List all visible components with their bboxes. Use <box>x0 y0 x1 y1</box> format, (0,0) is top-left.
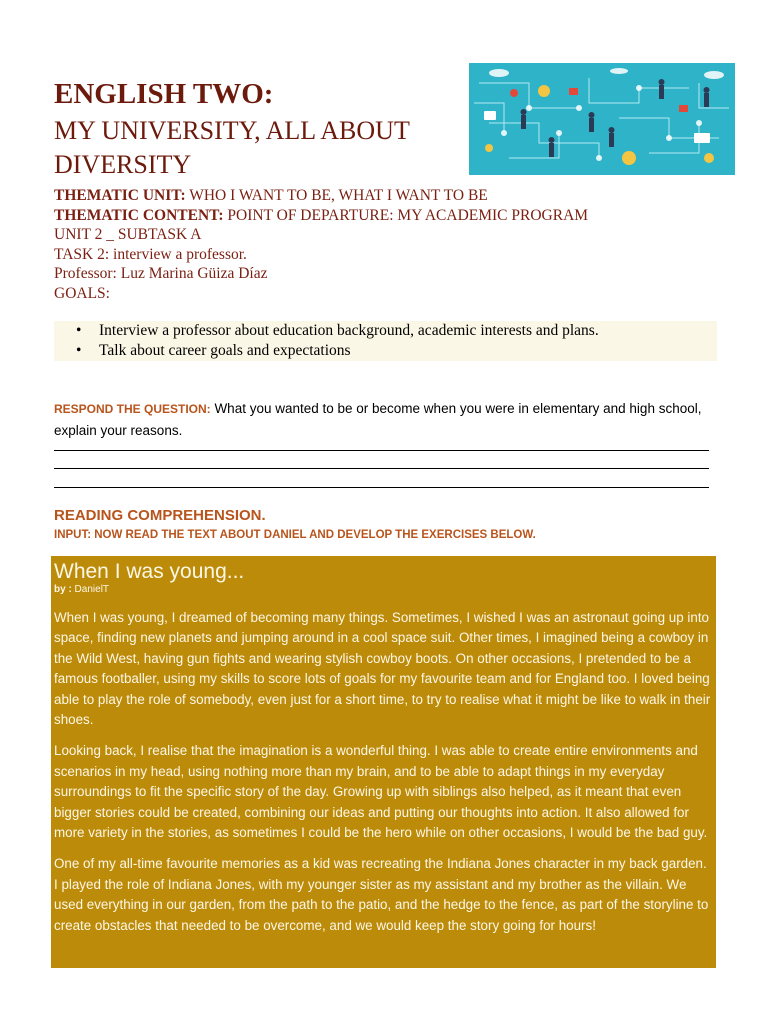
thematic-content-label: THEMATIC CONTENT: <box>54 206 224 224</box>
answer-line[interactable] <box>54 450 709 451</box>
respond-text: What you wanted to be or become when you were in elementary and high school, explain your reasons. <box>54 401 702 438</box>
story-paragraph: When I was young, I dreamed of becoming many things. Sometimes, I wished I was an astronaut going up into space, finding new planets and jumping around in a cool space suit. Other times, I imagined being a cowboy in the Wild West, having gun fights and wearing stylish cowboy boots. On other occasions, I pretended to be a famous footballer, using my skills to score lots of goals for my favourite team and for England too. I loved being able to play the role of somebody, even just for a short time, to try to realise what it might be like to walk in their shoes. <box>54 610 711 728</box>
reading-instruction: INPUT: NOW READ THE TEXT ABOUT DANIEL AND DEVELOP THE EXERCISES BELOW. <box>54 529 536 541</box>
goals-list <box>54 321 717 361</box>
goal-item: • Talk about career goals and expectations <box>54 341 717 361</box>
story-title: When I was young... <box>54 560 245 583</box>
answer-line[interactable] <box>54 468 709 469</box>
document-title: ENGLISH TWO: <box>54 78 274 110</box>
reading-heading: READING COMPREHENSION. <box>54 507 266 524</box>
goal-item: • Interview a professor about education background, academic interests and plans. <box>54 321 717 341</box>
people-network-icon <box>469 63 735 175</box>
task-line: TASK 2: interview a professor. <box>54 245 247 263</box>
answer-line[interactable] <box>54 487 709 488</box>
thematic-unit <box>54 186 588 206</box>
thematic-unit-label: THEMATIC UNIT: <box>54 187 186 204</box>
story-paragraph: Looking back, I realise that the imagination is a wonderful thing. I was able to create entire environments and scenarios in my head, using nothing more than my brain, and to be able to adapt things in my everyday surroundings to fit the specific story of the day. Growing up with siblings also helped, as it meant that even bigger stories could be created, combining our ideas and putting our thoughts into action. It also allowed for more variety in the stories, as sometimes I could be the hero while on other occasions, I would be the bad guy. <box>54 743 708 841</box>
thematic-content <box>54 206 588 226</box>
professor-line: Professor: Luz Marina Güiza Díaz <box>54 265 268 282</box>
unit-line: UNIT 2 _ SUBTASK A <box>54 226 202 243</box>
network-illustration <box>469 63 735 175</box>
thematic-unit-value: WHO I WANT TO BE, WHAT I WANT TO BE <box>185 187 488 204</box>
story-author: DanielT <box>71 584 110 595</box>
byline-label: by : <box>54 584 72 595</box>
story-box <box>51 556 716 968</box>
story-byline <box>54 584 712 596</box>
story-paragraph: One of my all-time favourite memories as a kid was recreating the Indiana Jones character in my back garden. I played the role of Indiana Jones, with my younger sister as my assistant and my brother as the villain. We used everything in our garden, from the path to the patio, and the hedge to the fence, as part of the storyline to create obstacles that needed to be overcome, and we would keep the story going for hours! <box>54 856 709 933</box>
respond-label: RESPOND THE QUESTION: <box>54 402 211 416</box>
document-subtitle: MY UNIVERSITY, ALL ABOUT DIVERSITY <box>54 116 410 179</box>
goals-label: GOALS: <box>54 284 110 302</box>
document-meta <box>54 186 588 303</box>
respond-question <box>54 398 714 441</box>
thematic-content-value: POINT OF DEPARTURE: MY ACADEMIC PROGRAM <box>223 206 589 224</box>
